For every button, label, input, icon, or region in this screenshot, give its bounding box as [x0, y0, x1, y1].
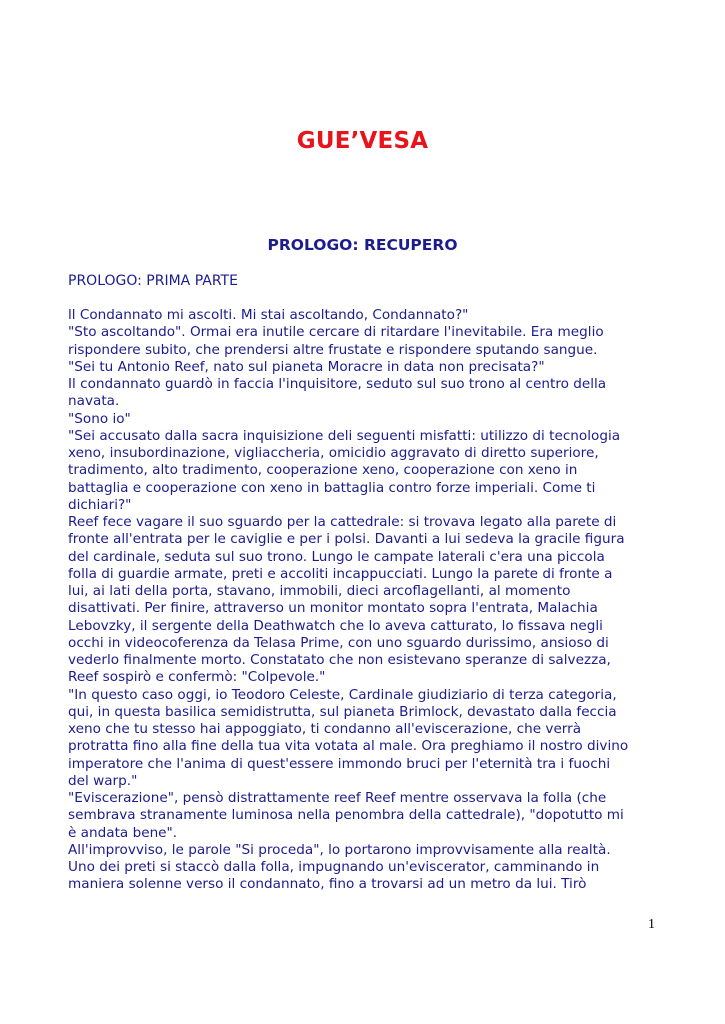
body-line: del warp." — [68, 772, 138, 789]
body-line: xeno, insubordinazione, vigliaccheria, omicidio aggravato di diretto superiore, — [68, 445, 599, 461]
body-line: "Sto ascoltando". Ormai era inutile cercare di ritardare l'inevitabile. Era meglio — [68, 324, 604, 341]
body-line: disattivati. Per finire, attraverso un monitor montato sopra l'entrata, Malachia — [68, 600, 598, 617]
document-title: GUE’VESA — [296, 128, 429, 154]
body-line: Il condannato guardò in faccia l'inquisitore, seduto sul suo trono al centro della — [68, 376, 607, 392]
body-line: sembrava stranamente luminosa nella penombra della cattedrale), "dopotutto mi — [68, 807, 624, 824]
body-line: "In questo caso oggi, io Teodoro Celeste, Cardinale giudiziario di terza categoria, — [68, 686, 617, 703]
body-line: "Sono io" — [68, 410, 131, 427]
body-line: xeno che tu stesso hai appoggiato, ti condanno all'eviscerazione, che verrà — [68, 721, 582, 737]
body-line: lui, ai lati della porta, stavano, immobili, dieci arcoflagellanti, al momento — [68, 583, 571, 599]
body-line: Reef fece vagare il suo sguardo per la cattedrale: si trovava legato alla parete di — [68, 514, 617, 530]
body-line: fronte all'entrata per le caviglie e per i polsi. Davanti a lui sedeva la gracile figura — [68, 531, 625, 548]
body-line: Reef sospirò e confermò: "Colpevole." — [68, 669, 326, 686]
body-line: rispondere subito, che prendersi altre frustate e rispondere sputando sangue. — [68, 341, 598, 358]
body-line: vederlo finalmente morto. Constatato che non esistevano speranze di salvezza, — [68, 652, 611, 668]
body-line: battaglia e cooperazione con xeno in battaglia contro forze imperiali. Come ti — [68, 479, 596, 496]
body-line: qui, in questa basilica semidistrutta, sul pianeta Brimlock, devastato dalla feccia — [68, 703, 617, 720]
body-line: "Sei tu Antonio Reef, nato sul pianeta Moracre in data non precisata?" — [68, 358, 545, 375]
body-line: "Eviscerazione", pensò distrattamente reef Reef mentre osservava la folla (che — [68, 790, 607, 806]
chapter-title: PROLOGO: RECUPERO — [267, 236, 458, 254]
body-line: "Sei accusato dalla sacra inquisizione deli seguenti misfatti: utilizzo di tecnologia — [68, 427, 621, 444]
body-line: navata. — [68, 393, 120, 410]
body-line: del cardinale, seduta sul suo trono. Lungo le campate laterali c'era una piccola — [68, 548, 605, 565]
body-line: Lebovzky, il sergente della Deathwatch che lo aveva catturato, lo fissava negli — [68, 617, 603, 634]
body-line: occhi in videocoferenza da Telasa Prime, con uno sguardo durissimo, ansioso di — [68, 634, 609, 651]
body-text — [68, 307, 664, 894]
section-label: PROLOGO: PRIMA PARTE — [68, 273, 238, 289]
body-line: dichiari?" — [68, 496, 132, 513]
body-line: protratta fino alla fine della tua vita votata al male. Ora preghiamo il nostro divino — [68, 738, 629, 755]
body-line: folla di guardie armate, preti e accoliti incappucciati. Lungo la parete di fronte a — [68, 565, 613, 582]
body-line: maniera solenne verso il condannato, fino a trovarsi ad un metro da lui. Tirò — [68, 876, 587, 893]
page-number: 1 — [648, 917, 655, 932]
body-line: imperatore che l'anima di quest'essere immondo bruci per l'eternità tra i fuochi — [68, 755, 611, 772]
body-line: tradimento, alto tradimento, cooperazione xeno, cooperazione con xeno in — [68, 462, 578, 479]
body-line: All'improvviso, le parole "Si proceda", lo portarono improvvisamente alla realtà. — [68, 841, 611, 858]
body-line: ll Condannato mi ascolti. Mi stai ascoltando, Condannato?" — [68, 307, 469, 323]
body-line: Uno dei preti si staccò dalla folla, impugnando un'eviscerator, camminando in — [68, 859, 600, 875]
body-line: è andata bene". — [68, 824, 178, 841]
